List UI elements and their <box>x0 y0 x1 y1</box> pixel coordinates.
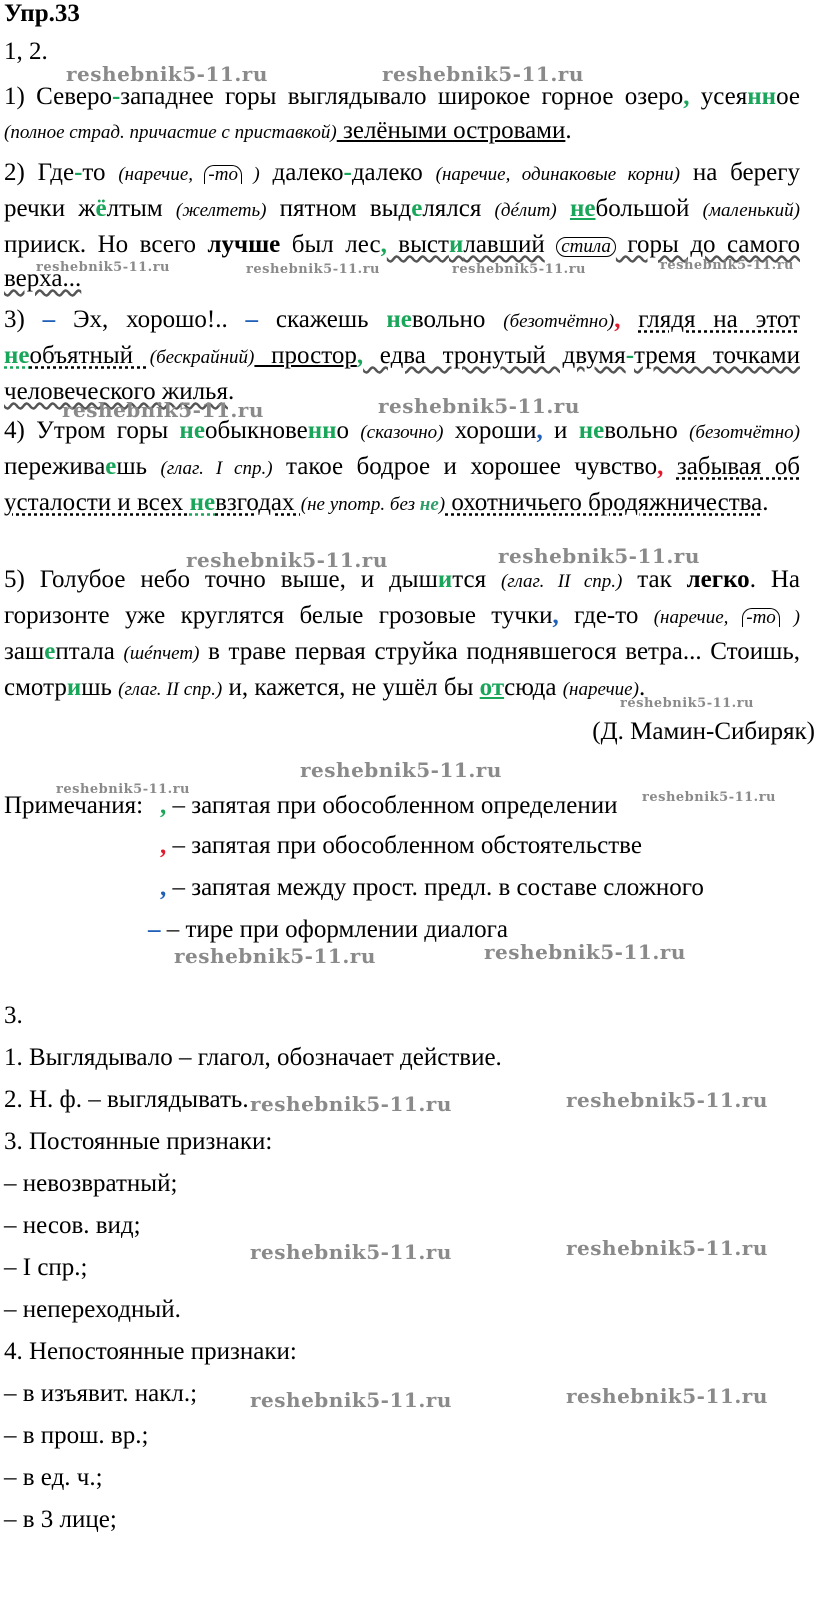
exercise-title: Упр.33 <box>4 0 80 27</box>
sentence-4: 4) Утром горы необыкновенно (сказочно) хороши, и невольно (безотчётно) переживаешь (глаг. I спр.) такое бодрое и хорошее чувство, забывая об усталости и всех невзгодах (не употр. без не) охотничьего бродяжничества. <box>4 417 801 516</box>
analysis-line: – несов. вид; <box>4 1212 141 1239</box>
watermark: reshebnik5-11.ru <box>660 258 795 273</box>
note-item: , – запятая при обособленном обстоятельстве <box>160 832 642 859</box>
watermark: reshebnik5-11.ru <box>36 260 171 275</box>
watermark: reshebnik5-11.ru <box>452 262 587 277</box>
author-attribution: (Д. Мамин-Сибиряк) <box>592 718 815 745</box>
watermark: reshebnik5-11.ru <box>484 940 686 964</box>
watermark: reshebnik5-11.ru <box>66 62 268 86</box>
analysis-line: 4. Непостоянные признаки: <box>4 1338 297 1365</box>
note-item: , – запятая между прост. предл. в составе сложного <box>160 874 704 901</box>
watermark: reshebnik5-11.ru <box>300 758 502 782</box>
sentence-1: 1) Северо-западнее горы выглядывало широкое горное озеро, усеянное (полное страд. причастие с приставкой) зелёными островами. <box>4 83 800 144</box>
watermark: reshebnik5-11.ru <box>566 1236 768 1260</box>
watermark: reshebnik5-11.ru <box>382 62 584 86</box>
sentence-5: 5) Голубое небо точно выше, и дышится (глаг. II спр.) так легко. На горизонте уже круглятся белые грозовые тучки, где-то (наречие, -то ) зашептала (шéпчет) в траве первая струйка поднявшегося ветра... Стоишь, смотришь (глаг. II спр.) и, кажется, не ушёл бы отсюда (наречие). <box>4 566 800 701</box>
watermark: reshebnik5-11.ru <box>250 1388 452 1412</box>
watermark: reshebnik5-11.ru <box>566 1384 768 1408</box>
watermark: reshebnik5-11.ru <box>174 944 376 968</box>
watermark: reshebnik5-11.ru <box>250 1240 452 1264</box>
watermark: reshebnik5-11.ru <box>498 544 700 568</box>
task-numbers: 1, 2. <box>4 38 48 65</box>
watermark: reshebnik5-11.ru <box>642 790 777 805</box>
watermark: reshebnik5-11.ru <box>56 782 191 797</box>
analysis-line: – непереходный. <box>4 1296 181 1323</box>
analysis-line: 3. Постоянные признаки: <box>4 1128 273 1155</box>
watermark: reshebnik5-11.ru <box>246 262 381 277</box>
sentence-3: 3) – Эх, хорошо!.. – скажешь невольно (безотчётно), глядя на этот необъятный (бескрайний) простор, едва тронутый двумя-тремя точками человеческого жилья. <box>4 306 801 405</box>
suffix-marker: -то <box>204 165 242 184</box>
watermark: reshebnik5-11.ru <box>566 1088 768 1112</box>
analysis-line: – в 3 лице; <box>4 1506 117 1533</box>
analysis-line: 1. Выглядывало – глагол, обозначает действие. <box>4 1044 502 1071</box>
root-marker: стила <box>556 237 616 257</box>
note-item: – – тире при оформлении диалога <box>148 916 508 943</box>
watermark: reshebnik5-11.ru <box>250 1092 452 1116</box>
watermark: reshebnik5-11.ru <box>378 394 580 418</box>
sentence-2: 2) Где-то (наречие, -то ) далеко-далеко (наречие, одинаковые корни) на берегу речки жёлтым (желтеть) пятном выделялся (дéлит) небольшой (маленький) прииск. Но всего лучше был лес, выстилавший стила горы до самого верха... <box>4 159 801 292</box>
analysis-line: – в изъявит. накл.; <box>4 1380 198 1407</box>
watermark: reshebnik5-11.ru <box>186 548 388 572</box>
suffix-marker: -то <box>742 608 780 627</box>
analysis-line: 2. Н. ф. – выглядывать. <box>4 1086 249 1113</box>
analysis-line: – в ед. ч.; <box>4 1464 103 1491</box>
watermark: reshebnik5-11.ru <box>620 696 755 711</box>
task-3-number: 3. <box>4 1002 23 1029</box>
watermark: reshebnik5-11.ru <box>62 398 264 422</box>
notes-title: Примечания: <box>4 792 144 819</box>
analysis-line: – невозвратный; <box>4 1170 178 1197</box>
analysis-line: – I спр.; <box>4 1254 88 1281</box>
note-item: , – запятая при обособленном определении <box>160 792 618 819</box>
analysis-line: – в прош. вр.; <box>4 1422 149 1449</box>
